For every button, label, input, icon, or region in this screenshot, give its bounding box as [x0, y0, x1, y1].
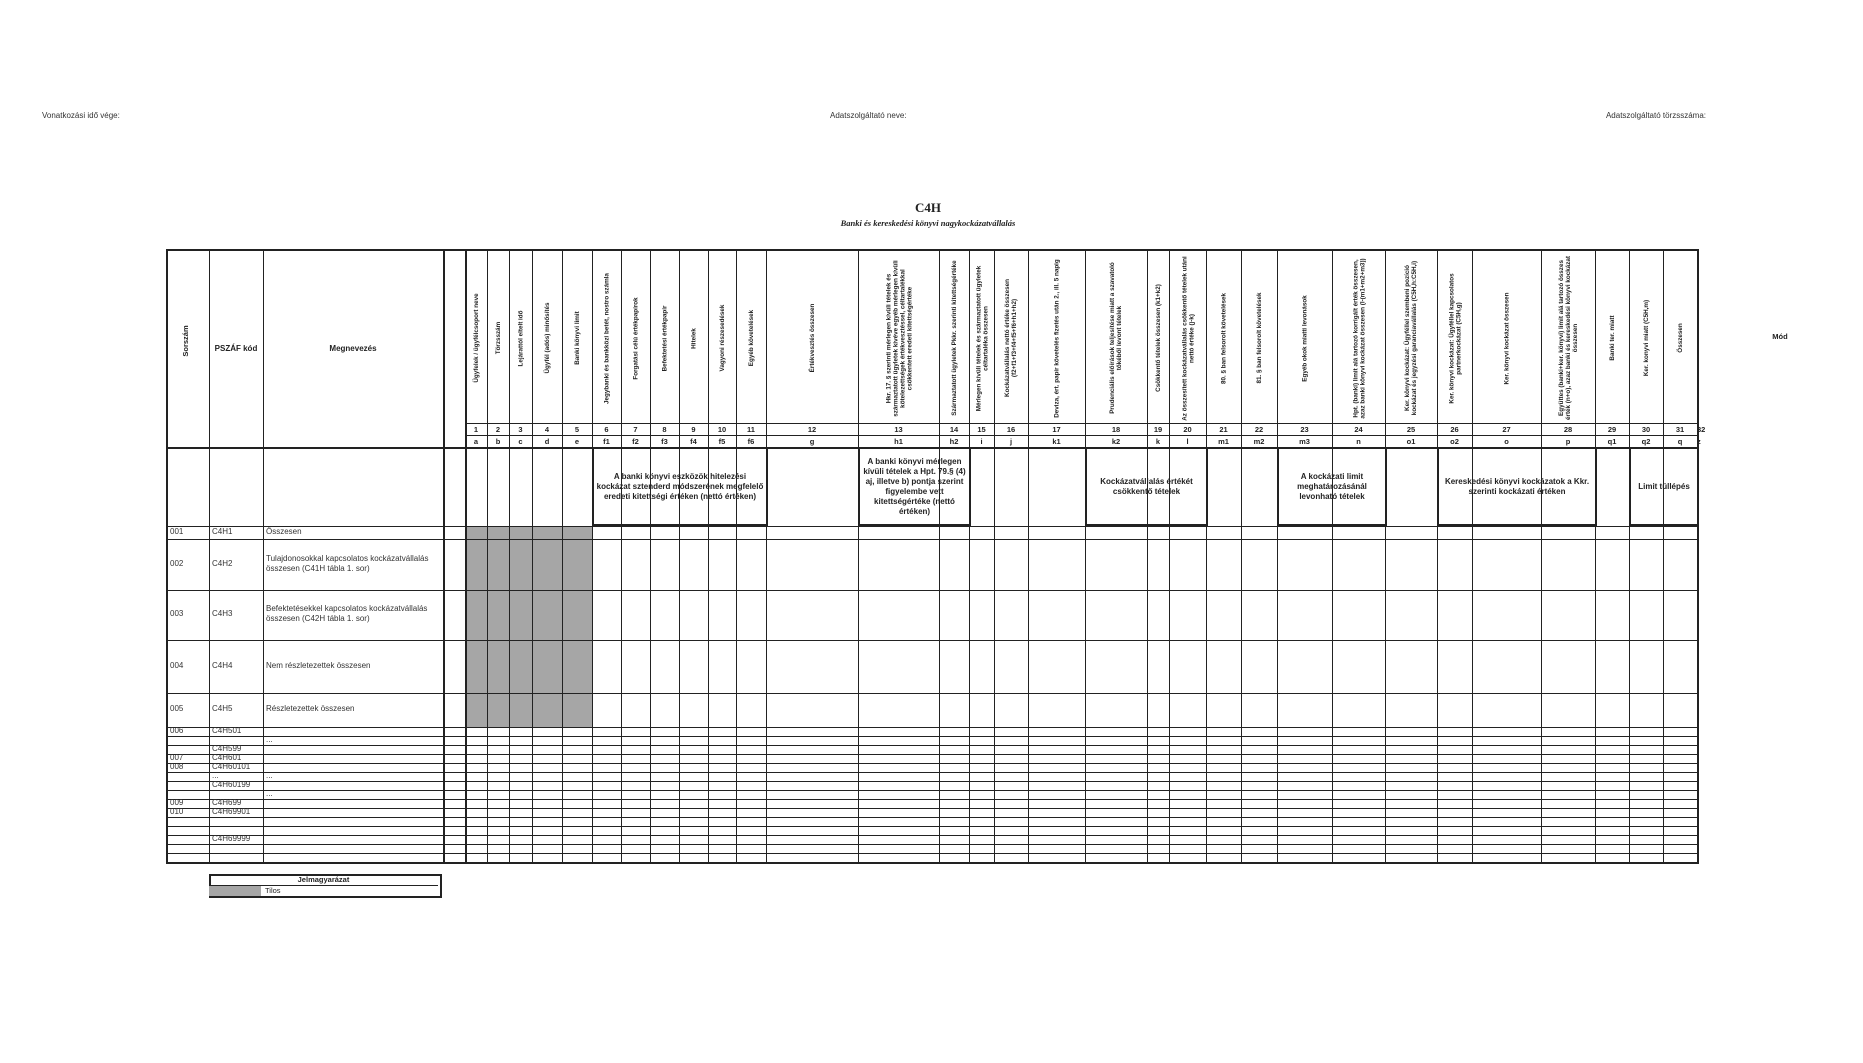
row-rule	[166, 835, 1697, 836]
column-header-8: Befektetési értékpapír	[661, 305, 668, 371]
row-pszaf-kod: C4H69999	[212, 834, 251, 843]
row-megnevezes: Részletezettek összesen	[266, 704, 355, 713]
column-number-14: 14	[949, 425, 959, 434]
column-code-m3: m3	[1299, 437, 1310, 446]
row-megnevezes: ...	[266, 789, 273, 798]
column-number-25: 25	[1406, 425, 1416, 434]
column-header-24: Hpt. (banki) limit alá tartozó korrigált érték összesen, azaz banki könyvi kockázat összesen (l-(m1+m2+m3))	[1351, 257, 1366, 419]
column-header-31: Összesen	[1676, 323, 1684, 353]
column-header-5: Banki könyvi limit	[573, 311, 581, 365]
column-header-29: Banki ter. miatt	[1608, 315, 1616, 361]
column-code-f6: f6	[747, 437, 755, 446]
column-header-7: Forgatási célú értékpapírok	[632, 296, 639, 380]
group-header-5: Kereskedési könyvi kockázatok a Kkr. szerinti kockázati értéken	[1444, 477, 1590, 496]
row-sorszam: 001	[170, 526, 184, 536]
column-header-6: Jegybanki és bankközi betét, nostro számla	[603, 272, 610, 404]
header-sorszam: Sorszám	[181, 325, 190, 357]
row-sorszam: 009	[170, 798, 184, 807]
column-code-k: k	[1155, 437, 1161, 446]
column-number-22: 22	[1254, 425, 1264, 434]
column-header-1: Ügyfelek / ügyfélcsoport neve	[472, 293, 480, 383]
column-header-17: Deviza, ért. papír követelés fizetés után 2., ill. 5 napig	[1053, 258, 1060, 418]
column-code-q: q	[1677, 437, 1683, 446]
column-code-m1: m1	[1218, 437, 1229, 446]
row-pszaf-kod: ...	[212, 771, 219, 780]
column-code-q2: q2	[1641, 437, 1651, 446]
column-number-29: 29	[1607, 425, 1617, 434]
column-code-f5: f5	[718, 437, 726, 446]
column-header-13: Hkr. 17. § szerinti mérlegen kívüli tételek és származtatott ügyletek kivéve egyéb mérlegen kívüli kötelezettségek értékvesztéssel, céltartalékkal csökkentett eredeti kitettségértéke	[884, 259, 913, 417]
column-number-17: 17	[1052, 425, 1061, 434]
column-code-o: o	[1504, 437, 1509, 446]
column-number-7: 7	[633, 425, 638, 434]
row-pszaf-kod: C4H2	[212, 558, 233, 568]
column-number-30: 30	[1641, 425, 1651, 434]
column-code-k1: k1	[1052, 437, 1061, 446]
row-megnevezes: Összesen	[266, 526, 302, 536]
column-number-13: 13	[894, 425, 903, 434]
row-megnevezes: Tulajdonosokkal kapcsolatos kockázatvállalás összesen (C41H tábla 1. sor)	[266, 553, 429, 573]
column-number-4: 4	[544, 425, 550, 434]
column-rule	[1697, 249, 1699, 864]
group-header-4: A kockázati limit meghatározásánál levonható tételek	[1297, 472, 1367, 501]
column-header-27: Ker. könyvi kockázat összesen	[1503, 291, 1510, 385]
group-header-3: Kockázatvállalás értékét csökkentő tételek	[1100, 477, 1193, 496]
column-code-z: z	[1697, 437, 1701, 446]
row-sorszam: 004	[170, 660, 184, 670]
row-megnevezes: ...	[266, 735, 273, 744]
row-rule	[166, 817, 1697, 818]
column-number-3: 3	[518, 425, 523, 434]
column-header-23: Egyéb okok miatti levonások	[1301, 294, 1308, 382]
column-header-4: Ügyfél (adós) minősítés	[543, 302, 551, 374]
column-code-o1: o1	[1406, 437, 1416, 446]
forbidden-cells	[466, 527, 592, 727]
column-header-16: Kockázatvállalás nettó értéke összesen (f2+f1+f3+f4+f5+f6+h1+h2)	[1004, 279, 1018, 397]
column-number-21: 21	[1219, 425, 1228, 434]
column-header-14: Származtatott ügyletek Pkkr. szerinti kitettségértéke	[950, 260, 958, 416]
column-header-9: Hitelek	[690, 327, 697, 349]
row-pszaf-kod: C4H69901	[212, 807, 251, 816]
column-code-e: e	[574, 437, 580, 446]
row-rule	[166, 826, 1697, 827]
column-header-28: Együttes (banki+ker. könyvi) limit alá tartozó összes érték (n+o), azaz banki és kereskedési könyvi kockázat összesen	[1557, 256, 1579, 420]
column-code-n: n	[1356, 437, 1361, 446]
column-number-5: 5	[574, 425, 580, 434]
meta-provider-name-label: Adatszolgáltató neve:	[830, 111, 907, 120]
row-sorszam: 005	[170, 704, 184, 713]
column-code-g: g	[809, 437, 815, 446]
row-rule	[166, 808, 1697, 809]
column-number-8: 8	[662, 425, 667, 434]
row-rule	[166, 799, 1697, 800]
group-header-1: A banki könyvi eszközök hitelezési kockázat sztenderd módszerének megfelelő eredeti kitettségi értéken (nettó értéken)	[596, 472, 764, 501]
row-rule	[166, 763, 1697, 764]
header-pszaf-kod: PSZÁF kód	[214, 344, 258, 353]
column-number-20: 20	[1183, 425, 1192, 434]
row-pszaf-kod: C4H5	[212, 704, 233, 713]
column-number-11: 11	[747, 425, 755, 434]
row-rule	[166, 727, 1697, 728]
row-sorszam: 003	[170, 609, 184, 618]
column-header-12: Értékvesztés összesen	[808, 303, 816, 373]
column-code-j: j	[1009, 437, 1013, 446]
column-code-k2: k2	[1111, 437, 1121, 446]
column-number-9: 9	[691, 425, 696, 434]
row-pszaf-kod: C4H601	[212, 753, 242, 762]
column-header-22: 81. § ban felsorolt követelések	[1255, 292, 1263, 384]
column-header-25: Ker. könyvi kockázat: Ügyféllel szembeni pozíció kockázat és jegyzési garanciavállalás (C5H,h:C5H,i)	[1404, 260, 1418, 416]
column-number-6: 6	[604, 425, 609, 434]
column-number-28: 28	[1563, 425, 1573, 434]
column-header-32: Mód	[1772, 331, 1788, 341]
header-megnevezes: Megnevezés	[329, 344, 377, 353]
row-pszaf-kod: C4H699	[212, 798, 242, 807]
column-number-24: 24	[1354, 425, 1363, 434]
column-header-19: Csökkentő tételek összesen (k1+k2)	[1154, 284, 1162, 392]
column-number-26: 26	[1450, 425, 1459, 434]
column-code-c: c	[518, 437, 523, 446]
page-subtitle: Banki és kereskedési könyvi nagykockázatvállalás	[840, 218, 1016, 228]
column-header-18: Prudenciális előírások teljesítése miatt a szavatoló tőkéből levont tételek	[1109, 262, 1123, 414]
table-border-top	[166, 249, 1697, 251]
table-border-bottom	[166, 862, 1697, 864]
column-code-b: b	[495, 437, 501, 446]
column-code-q1: q1	[1607, 437, 1617, 446]
column-code-f3: f3	[661, 437, 668, 446]
column-code-h1: h1	[894, 437, 903, 446]
column-code-f4: f4	[690, 437, 697, 446]
group-header-6: Limit túllépés	[1638, 482, 1690, 491]
row-sorszam: 006	[170, 726, 184, 735]
column-code-h2: h2	[949, 437, 959, 446]
column-number-19: 19	[1153, 425, 1163, 434]
column-number-27: 27	[1502, 425, 1511, 434]
row-rule	[166, 693, 1697, 694]
row-rule	[166, 754, 1697, 755]
row-rule	[166, 640, 1697, 641]
column-number-10: 10	[717, 425, 727, 434]
column-header-20: Az összesített kockázatvállalás csökkentő tételek utáni nettó értéke (j-k)	[1180, 255, 1195, 421]
column-number-18: 18	[1111, 425, 1121, 434]
group-header-2: A banki könyvi mérlegen kívüli tételek a Hpt. 79.§ (4) aj, illetve b) pontja szerint figyelembe vett kitettségértéke (nettó értéken)	[863, 457, 966, 516]
column-number-23: 23	[1300, 425, 1309, 434]
column-number-31: 31	[1675, 425, 1685, 434]
row-pszaf-kod: C4H3	[212, 609, 233, 618]
column-number-12: 12	[807, 425, 817, 434]
legend-title: Jelmagyarázat	[297, 875, 350, 884]
column-header-15: Mérlegen kívüli tételek és származtatott ügyletek céltartaléka összesen	[974, 265, 989, 411]
row-rule	[166, 844, 1697, 845]
meta-provider-id-label: Adatszolgáltató törzsszáma:	[1605, 111, 1706, 120]
row-sorszam: 007	[170, 753, 184, 762]
row-megnevezes: Nem részletezettek összesen	[266, 660, 371, 670]
row-pszaf-kod: C4H1	[212, 526, 233, 536]
row-pszaf-kod: C4H599	[212, 744, 242, 753]
row-rule	[166, 781, 1697, 782]
row-pszaf-kod: C4H4	[212, 660, 233, 670]
column-code-i: i	[980, 437, 983, 446]
column-code-d: d	[544, 437, 550, 446]
row-megnevezes: Befektetésekkel kapcsolatos kockázatvállalás összesen (C42H tábla 1. sor)	[266, 604, 428, 623]
column-header-11: Egyéb követelések	[747, 309, 755, 367]
column-number-32: 32	[1697, 425, 1706, 434]
column-code-m2: m2	[1253, 437, 1265, 446]
column-code-p: p	[1565, 437, 1571, 446]
column-header-21: 80. § ban felsorolt követelések	[1220, 292, 1227, 384]
column-header-26: Ker. könyvi kockázat: Ügyféllel kapcsolatos partnerkockázat (C5H,g)	[1447, 272, 1462, 404]
page-title: C4H	[915, 200, 941, 215]
column-number-15: 15	[977, 425, 986, 434]
column-header-10: Vagyoni részesedések	[718, 304, 726, 372]
column-code-f1: f1	[603, 437, 610, 446]
row-pszaf-kod: C4H60199	[212, 780, 251, 789]
row-rule	[166, 539, 1697, 540]
meta-reference-date-label: Vonatkozási idő vége:	[42, 111, 120, 120]
legend-label-forbidden: Tilos	[265, 886, 281, 895]
column-header-2: Törzsszám	[494, 321, 502, 355]
row-pszaf-kod: C4H60101	[212, 762, 251, 771]
row-rule	[166, 853, 1697, 854]
column-code-f2: f2	[632, 437, 639, 446]
column-number-1: 1	[473, 425, 479, 434]
column-header-30: Ker. konyvi miatt (C5H,m)	[1642, 299, 1650, 377]
row-rule	[166, 590, 1697, 591]
column-header-3: Lejárattól eltelt idő	[517, 310, 524, 366]
row-sorszam: 008	[170, 762, 184, 771]
row-megnevezes: ...	[266, 771, 273, 780]
row-pszaf-kod: C4H501	[212, 726, 242, 735]
legend-swatch-forbidden	[209, 886, 261, 896]
column-code-o2: o2	[1450, 437, 1459, 446]
row-sorszam: 010	[170, 807, 184, 816]
row-sorszam: 002	[170, 558, 184, 568]
column-number-2: 2	[495, 425, 501, 434]
column-code-l: l	[1186, 437, 1189, 446]
row-rule	[166, 745, 1697, 746]
column-code-a: a	[473, 437, 479, 446]
column-number-16: 16	[1006, 425, 1016, 434]
